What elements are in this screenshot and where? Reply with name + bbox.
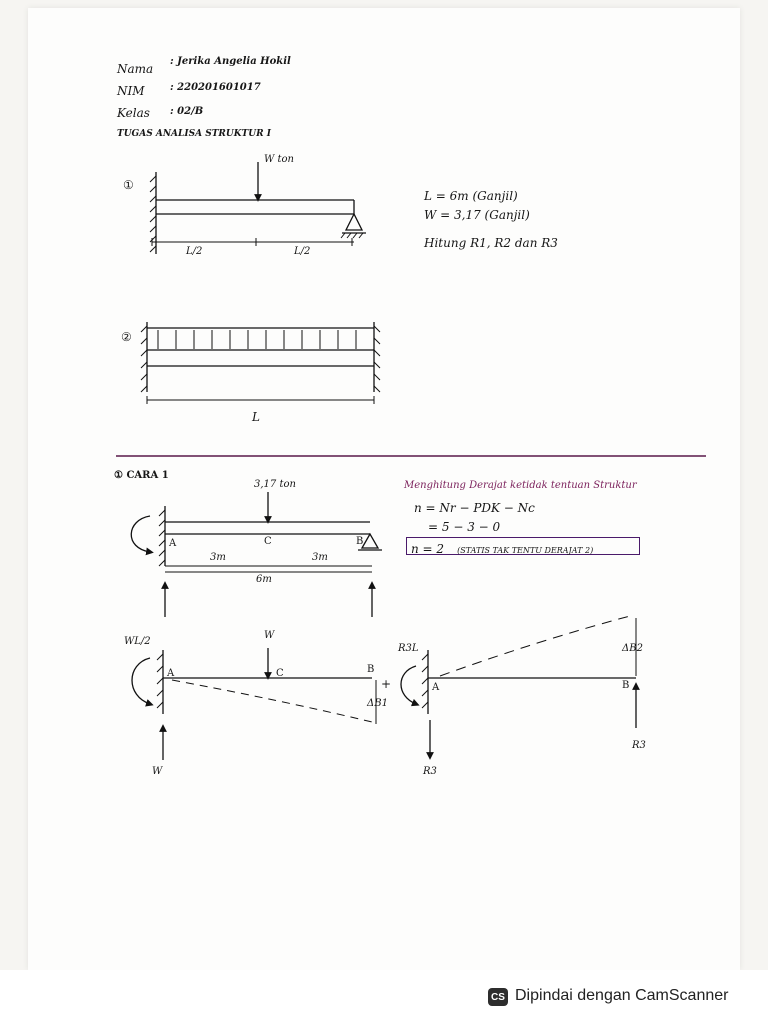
cara1-point-a: A [169, 538, 177, 549]
cara1-total: 6m [256, 574, 272, 585]
decomp-delta-b2: ΔB2 [622, 643, 643, 654]
degree-title: Menghitung Derajat ketidak tentuan Struktur [404, 480, 637, 491]
decomp-point-a2: A [432, 682, 440, 693]
task-text: Hitung R1, R2 dan R3 [424, 236, 558, 250]
decomp-moment-left: WL/2 [124, 636, 151, 647]
nama-label: Nama [117, 62, 154, 76]
kelas-value: : 02/B [170, 106, 204, 117]
degree-result-box [406, 537, 640, 555]
degree-eq2: = 5 − 3 − 0 [428, 520, 501, 534]
nim-label: NIM [117, 84, 145, 98]
decomp-moment-right: R3L [398, 643, 419, 654]
decomp-load: W [264, 630, 275, 641]
decomp-r3-left: R3 [423, 766, 437, 777]
problem1-load-label: W ton [264, 154, 294, 165]
problem1-half-right: L/2 [294, 246, 311, 257]
decomp-plus: + [381, 677, 392, 691]
problem1-half-left: L/2 [186, 246, 203, 257]
problem2-number: ② [121, 330, 132, 344]
decomp-point-b2: B [622, 680, 630, 691]
given-length: L = 6m (Ganjil) [424, 189, 518, 203]
cara1-seg-left: 3m [210, 552, 226, 563]
kelas-label: Kelas [117, 106, 150, 120]
cara1-seg-right: 3m [312, 552, 328, 563]
decomp-point-b: B [367, 664, 375, 675]
degree-eq3-note: (STATIS TAK TENTU DERAJAT 2) [457, 546, 594, 555]
decomp-point-c: C [276, 668, 284, 679]
decomp-reaction-left: W [152, 766, 163, 777]
cara1-load: 3,17 ton [254, 479, 296, 490]
camscanner-watermark: Dipindai dengan CamScanner [515, 987, 729, 1004]
given-load: W = 3,17 (Ganjil) [424, 208, 530, 222]
assignment-title: TUGAS ANALISA STRUKTUR I [117, 129, 271, 139]
cara1-point-c: C [264, 536, 272, 547]
cara1-point-b: B [356, 536, 364, 547]
nim-value: : 220201601017 [170, 82, 261, 93]
decomp-delta-b1: ΔB1 [367, 698, 388, 709]
problem2-span-label: L [252, 410, 260, 424]
decomp-point-a: A [167, 668, 175, 679]
nama-value: : Jerika Angelia Hokil [170, 56, 291, 67]
decomp-r3-right: R3 [632, 740, 646, 751]
problem1-number: ① [123, 178, 134, 192]
degree-eq1: n = Nr − PDK − Nc [414, 501, 535, 515]
camscanner-logo-icon: CS [488, 988, 508, 1006]
degree-eq3: n = 2 [411, 542, 445, 556]
cara1-heading: ① CARA 1 [114, 470, 169, 481]
